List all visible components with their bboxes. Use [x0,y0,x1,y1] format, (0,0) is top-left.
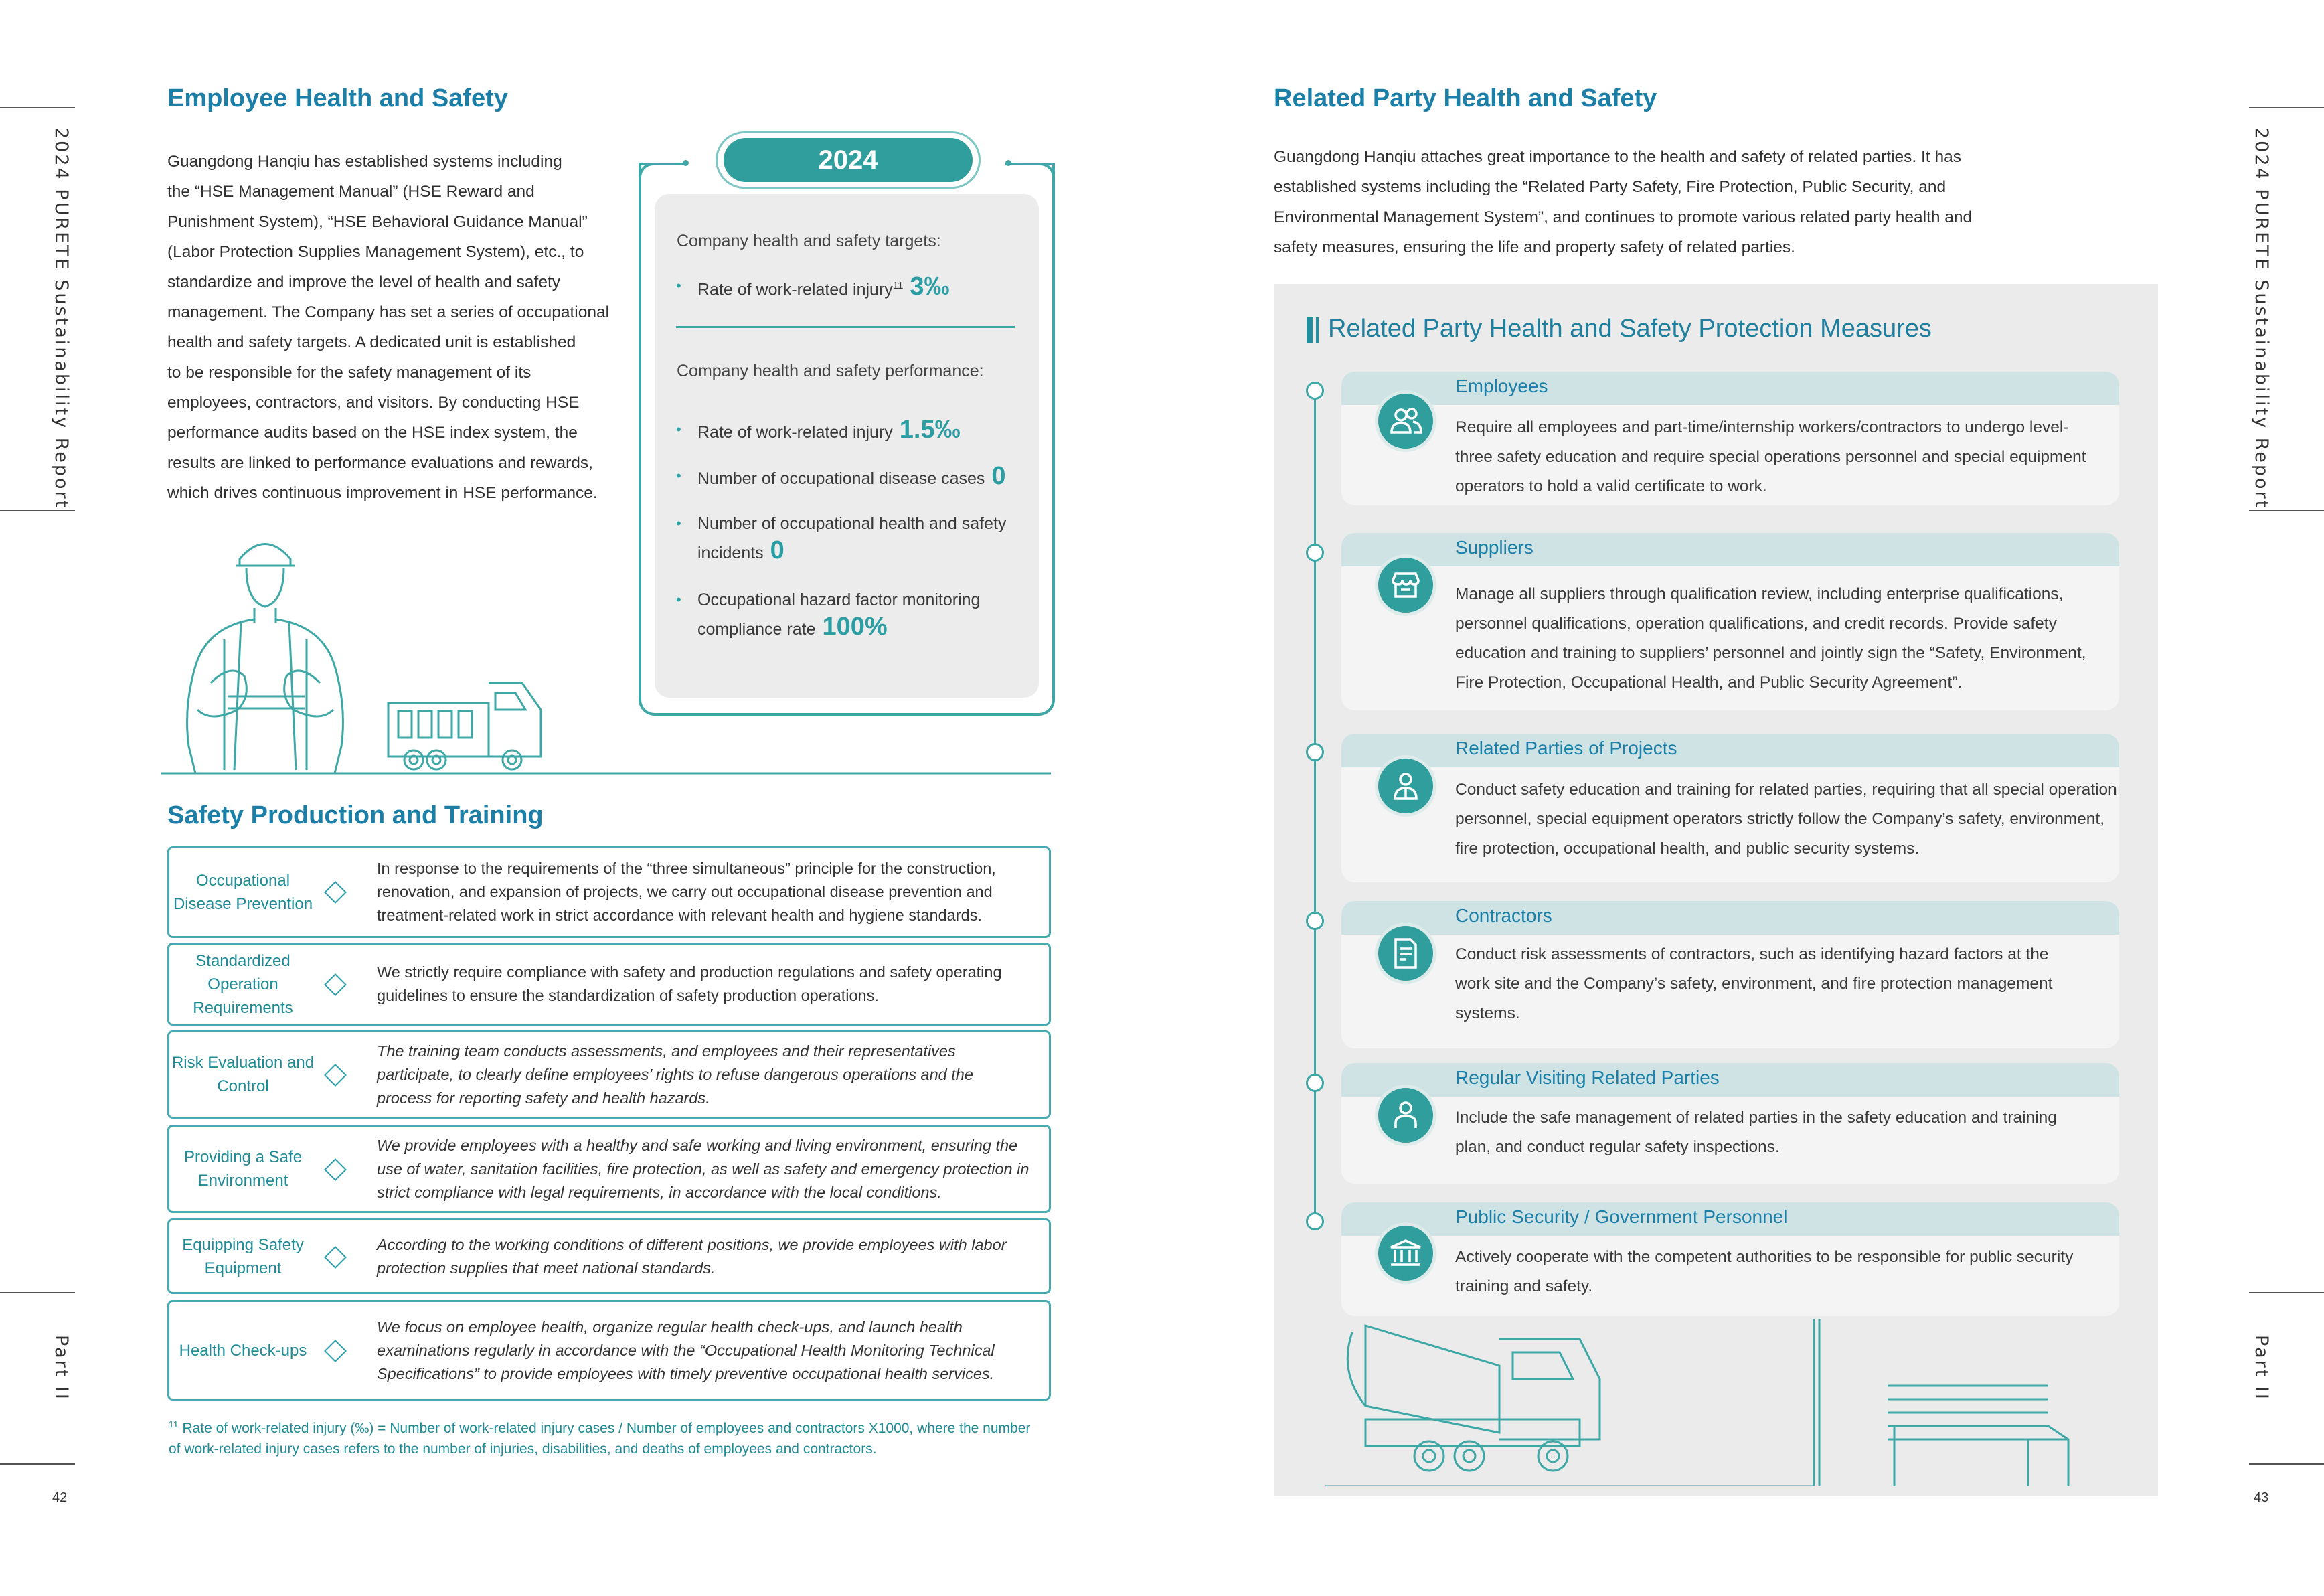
intro-line: results are linked to performance evaluations and rewards, [167,454,593,472]
card-body [1455,775,2117,864]
side-rule [0,1292,75,1293]
card-body-line: training and safety. [1455,1277,1593,1295]
page-number: 42 [52,1490,68,1505]
card-body-line: operators to hold a valid certificate to work. [1455,477,1767,495]
intro-line: Punishment System), “HSE Behavioral Guidance Manual” [167,213,588,231]
perf-hazard-compliance: • Occupational hazard factor monitoring compliance rate 100% [676,590,981,641]
card-body-line: personnel, special equipment operators strictly follow the Company’s safety, environment, [1455,810,2105,828]
side-label-report: 2024 PURETE Sustainability Report [51,127,72,510]
year-pill: 2024 [724,138,973,182]
intro-line: (Labor Protection Supplies Management System), etc., to [167,243,584,261]
card-body [1455,580,2099,698]
perf-incidents: • Number of occupational health and safety incidents 0 [676,514,1007,564]
card-body-line: Include the safe management of related parties in the safety education and training [1455,1109,2057,1127]
side-rule [0,1463,75,1465]
card-body-line: Fire Protection, Occupational Health, and Public Security Agreement”. [1455,673,1963,692]
timeline-dot [1306,1074,1324,1092]
measure-card-suppliers [1341,533,2119,710]
title-accent-bar [1316,317,1319,343]
side-rule [2249,1463,2324,1465]
targets-divider [676,326,1015,328]
diamond-icon [324,1158,347,1181]
timeline-dot [1306,544,1324,562]
measure-card-public-security [1341,1202,2119,1316]
row-description: The training team conducts assessments, and employees and their representatives participate, to clearly define employees’ rights to refuse dangerous operations and the process for reporting safety and health hazards. [377,1042,973,1107]
row-label: Equipping Safety Equipment [182,1235,304,1277]
card-body-line: Conduct safety education and training for related parties, requiring that all special operation [1455,781,2117,799]
table-row [167,943,1051,1026]
diamond-icon [324,881,347,904]
card-body-line: Conduct risk assessments of contractors, such as identifying hazard factors at the [1455,945,2049,963]
diamond-icon [324,1246,347,1269]
card-body-line: fire protection, occupational health, and public security systems. [1455,840,1920,858]
side-label-part: Part II [2251,1335,2272,1401]
card-body-line: personnel qualifications, operation qualifications, and credit records. Provide safety [1455,615,2057,633]
side-rule [2249,107,2324,108]
card-title: Public Security / Government Personnel [1455,1206,1788,1227]
mixer-truck-bench-illustration [1325,1312,2155,1486]
page-number: 43 [2254,1490,2269,1505]
side-rule [0,107,75,108]
side-rule [0,510,75,511]
side-label-part: Part II [51,1335,72,1401]
intro-line: to be responsible for the safety management of its [167,364,531,382]
frame-top [639,163,687,165]
intro-line: which drives continuous improvement in HSE performance. [167,484,598,502]
perf-injury-rate: • Rate of work-related injury 1.5‰ [676,416,961,444]
card-body-line: three safety education and require special operations personnel and special equipment [1455,448,2086,466]
government-building-icon [1375,1222,1436,1284]
section-title-employee-hs: Employee Health and Safety [167,84,508,112]
measure-card-related-parties [1341,734,2119,882]
intro-line: health and safety targets. A dedicated unit is established [167,333,576,351]
intro-line: Guangdong Hanqiu has established systems including [167,153,562,171]
card-body-line: education and training to suppliers’ personnel and jointly sign the “Safety, Environment, [1455,644,2086,662]
card-title: Related Parties of Projects [1455,738,1677,759]
table-row [167,1218,1051,1294]
perf-disease-cases: • Number of occupational disease cases 0 [676,462,1006,490]
card-body-line: Actively cooperate with the competent authorities to be responsible for public security [1455,1248,2074,1266]
row-label: Standardized Operation Requirements [193,951,293,1017]
contract-icon [1375,923,1436,984]
employee-hs-intro [167,147,609,508]
frame-dot [1005,160,1011,166]
card-body [1455,1103,2099,1162]
row-description: We focus on employee health, organize regular health check-ups, and launch health examinations regularly in accordance with the “Occupational Health Monitoring Technical Specifications” to provide employees with timely preventive occupational health services. [377,1318,995,1382]
store-icon [1375,554,1436,616]
table-row [167,1030,1051,1119]
intro-line: employees, contractors, and visitors. By conducting HSE [167,394,580,412]
row-description: We strictly require compliance with safety and production regulations and safety operating guidelines to ensure the standardization of safety production operations. [377,963,1002,1004]
card-title: Contractors [1455,905,1552,926]
row-label: Providing a Safe Environment [183,1148,303,1190]
card-body-line: plan, and conduct regular safety inspections. [1455,1138,1780,1156]
diamond-icon [324,973,347,996]
intro-line: established systems including the “Related Party Safety, Fire Protection, Public Security, and [1274,178,1946,196]
visitor-icon [1375,1085,1436,1146]
table-row [167,1300,1051,1401]
card-title: Suppliers [1455,537,1533,558]
section-title-safety-training: Safety Production and Training [167,801,544,829]
intro-line: standardize and improve the level of health and safety [167,273,561,291]
card-body-line: work site and the Company’s safety, environment, and fire protection management [1455,975,2053,993]
frame-dot [683,160,689,166]
row-label: Risk Evaluation and Control [171,1054,315,1095]
people-icon [1375,390,1436,452]
frame-top [1005,163,1055,165]
card-body-line: systems. [1455,1004,1520,1022]
intro-line: performance audits based on the HSE index system, the [167,424,578,442]
table-row [167,1125,1051,1213]
side-label-report: 2024 PURETE Sustainability Report [2251,127,2272,510]
timeline-dot [1306,912,1324,930]
row-description: We provide employees with a healthy and safe working and living environment, ensuring the use of water, sanitation facilities, fire protection, as well as safety and emergency protection in strict compliance with legal requirements, in accordance with the local conditions. [377,1136,1029,1201]
row-description: According to the working conditions of different positions, we provide employees with labor protection supplies that meet national standards. [377,1235,1007,1277]
title-accent-bar [1307,317,1313,343]
side-rule [2249,510,2324,511]
intro-line: Environmental Management System”, and continues to promote various related party health and [1274,208,1973,226]
timeline-dot [1306,1212,1324,1230]
side-rule [2249,1292,2324,1293]
row-description: In response to the requirements of the “three simultaneous” principle for the construction, renovation, and expansion of projects, we carry out occupational disease prevention and treatment-related work in strict accordance with relevant health and hygiene standards. [377,860,996,924]
card-body [1455,413,2099,501]
target-injury-rate: • Rate of work-related injury$^{11}$ 3‰ [676,272,950,301]
measure-card-contractors [1341,901,2119,1048]
card-body-line: Require all employees and part-time/internship workers/contractors to undergo level- [1455,418,2069,436]
diamond-icon [324,1064,347,1087]
performance-heading: Company health and safety performance: [677,362,984,380]
timeline-dot [1306,382,1324,400]
targets-heading: Company health and safety targets: [677,232,941,250]
measure-card-visiting-parties [1341,1063,2119,1184]
card-title: Regular Visiting Related Parties [1455,1067,1720,1088]
intro-line: safety measures, ensuring the life and property safety of related parties. [1274,238,1795,256]
protection-measures-title: Related Party Health and Safety Protection Measures [1328,315,1932,343]
left-page [0,0,1161,1596]
table-row [167,846,1051,938]
row-label: Occupational Disease Prevention [173,871,313,913]
section-title-related-party-hs: Related Party Health and Safety [1274,84,1657,112]
intro-line: management. The Company has set a series of occupational [167,303,610,321]
timeline-line [1314,391,1316,1221]
related-party-intro [1274,142,2117,262]
row-label: Health Check-ups [179,1341,307,1360]
card-title: Employees [1455,376,1548,396]
diamond-icon [324,1340,347,1362]
intro-line: Guangdong Hanqiu attaches great importance to the health and safety of related parties. It has [1274,148,1961,166]
card-body [1455,1243,2099,1301]
intro-line: the “HSE Management Manual” (HSE Reward and [167,183,535,201]
timeline-dot [1306,743,1324,761]
footnote: $^{11}$ Rate of work-related injury (‰) = Number of work-related injury cases / Number of employees and contractors X1000, where the number of work-related injury cases refers to the number of injuries, disabilities, and deaths of employees and contractors. [169,1419,1031,1457]
measure-card-employees [1341,372,2119,505]
worker-icon [1375,755,1436,817]
card-body [1455,940,2099,1028]
card-body-line: Manage all suppliers through qualification review, including enterprise qualifications, [1455,585,2064,603]
